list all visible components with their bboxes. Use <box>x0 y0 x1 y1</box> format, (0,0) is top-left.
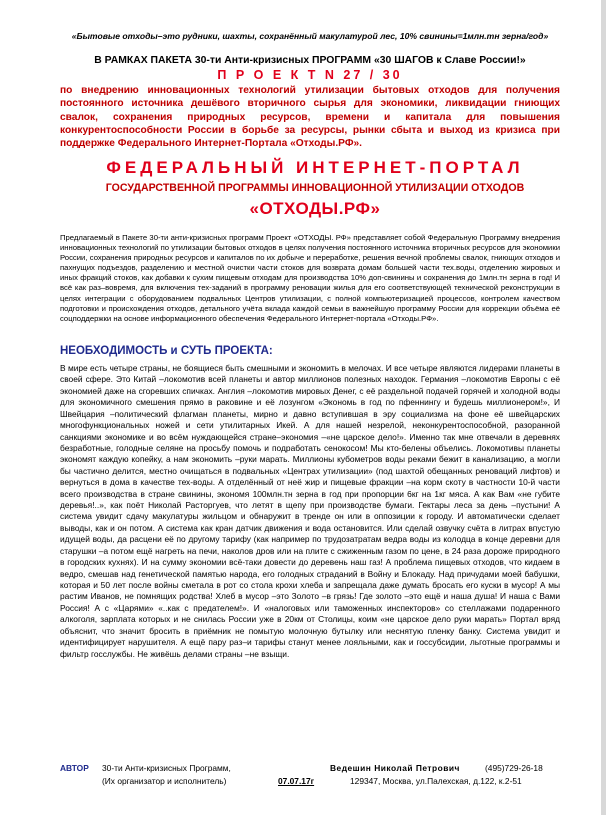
author-role: 30-ти Анти-кризисных Программ, <box>102 763 231 773</box>
project-summary: Предлагаемый в Пакете 30-ти анти-кризисных программ Проект «ОТХОДЫ. РФ» представляет собой Федеральную Программу внедрения инновационных технологий по утилизации бытовых отходов в целях получения постоянного источника вторичных ресурсов для экономики России, сохранения природных ресурсов и капиталов по их добыче и переработке, решения вечной проблемы свалок, гниющих отходов и пахнущих подъездов, разделению и местной очистки части стоков для возврата домам большей части тех.воды, отделению жировых и иных фракций стоков, как добавки к сухим пищевым отходам для производства 10% доп-свинины и сохранения до 1млн.тн зерна в год! И всё как раз–вовремя, для включения тех-заданий в программу реновации жилья для его соответствующей технической реконструкции в целях интеграции с оборудованием подвальных Центров утилизации, с полной компьютеризацией процессов, контролем качеством подготовки и происхождения отходов, детального учёта вклада каждой семьи в важнейшую программу России для коррекции объёма её соцподдержки на основе информационного обеспечения Федерального Интернет-портала «Отходы.РФ». <box>60 233 560 323</box>
portal-subtitle: ГОСУДАРСТВЕННОЙ ПРОГРАММЫ ИННОВАЦИОННОЙ УТИЛИЗАЦИИ ОТХОДОВ <box>105 182 525 194</box>
document-date: 07.07.17г <box>278 776 315 786</box>
section-heading: НЕОБХОДИМОСТЬ и СУТЬ ПРОЕКТА: <box>60 345 273 357</box>
author-address: 129347, Москва, ул.Палехская, д.122, к.2-51 <box>350 776 522 786</box>
author-label: АВТОР <box>60 763 89 773</box>
epigraph: «Бытовые отходы–это рудники, шахты, сохранённый макулатурой лес, 10% свинины=1млн.тн зерна/год» <box>71 31 549 41</box>
author-note: (Их организатор и исполнитель) <box>102 776 227 786</box>
portal-title: ФЕДЕРАЛЬНЫЙ ИНТЕРНЕТ-ПОРТАЛ <box>106 158 524 177</box>
project-intro: по внедрению инновационных технологий утилизации бытовых отходов для получения постоянного источника дешёвого вторичного сырья для экономики, ликвидации гниющих свалок, сохранения природных ресурсов, времени и капитала для повышения конкурентоспособности России в борьбе за ресурсы, рынки сбыта и выход из кризиса при поддержке Федерального Интернет-Портала «Отходы.РФ». <box>60 85 560 150</box>
project-number: П Р О Е К Т N 27 / 30 <box>217 68 403 82</box>
section-body: В мире есть четыре страны, не боящиеся быть смешными и экономить в мелочах. И все четыре являются лидерами планеты в своей сфере. Это Китай –локомотив всей планеты и автор миллионов полезных находок. Германия –локомотив Европы с её экономией даже на сгоревших спичках. Англия –локомотив мировых Денег, с её раздельной подачей горячей и холодной воды для экономичного смешения прямо в раковине и её лозунгом «Экономь в год по пфеннингу и будешь миллионером!», И Швейцария –политический флагман планеты, мирно и давно вступившая в эру социализма на фоне её швейцарских многофункциональных ножей и сети утилитарных Икей. А для нашей незрелой, неконкурентоспособной, разоранной санкциями экономике и во всём нуждающейся стране–экономия –«не царское дело!». Именно так мне отвечали в деревнях безработные, голодные селяне на просьбу помочь и подработать сенокосом! Мы кто-белены объелись. Локомотивы планеты экономят каждую копейку, а нам экономить –руки марать. Миллионы кубометров воды реками бежит в канализацию, а могли бы частично делится, местно очищаться в подвальных «Центрах утилизации» (под шахтой обещанных реноваций лифтов) и вернуться в дома в качестве тех-воды. А отделённый от неё жир и пищевые фракции –на корм скоту в частности 10-й части всего производства в стране свинины, экономя 100млн.тн зерна в год при пропорции 6кг на 1кг мяса. А как Вам «не губите деревья!..», как поёт Николай Расторгуев, что летят в щепу при производстве бумаги. Гектары леса за день –пустыни! А система увидит сдачу макулатуры жильцом и обнаружит в тренде он или в оппозиции к городу. И автоматически сделает выводы, как и он потом. А система как кран датчик движения и вода остановится. Или сделай озвучку счёта в литрах впустую идущей воды, да расцени её по другому тарифу (как например по трудозатратам ведра воды из колодца в конце деревни для старушки –а потом ещё нагреть на печи, наколов дров или на плите с сжиженным газом по цене, в 24 раза дороже природного в городских кухнях). И на сумму экономии всё-таки довести до деревень наш газ! А проблема пищевых отходов, что кидаем в ведро, смешав над генетической памятью народа, его голодных страданий в Войну и Блокаду. Над причудами моей бабушки, которая и 50 лет после войны сметала в рот со стола крохи хлеба и запрещала даже думать бросать его куски в мусор! А мы растим Иванов, не помнящих родства! Хлеб в мусор –это Золото –в грязь! Где золото –это ещё и наша душа! И наша с Вами Россия! А с «Царями» «..как с предателем!». И «налоговых или таможенных инспекторов» со стеллажами подаренного алкоголя, зарплата которых и не снилась России уже в 20км от Столицы, коим «не царское дело руки марать» Портал вряд объяснит, что значит бросить в приёмник не помытую молочную бутылку или неснятую пленку банку. Система увидит и идентифицирует нарушителя. А ещё пару раз–и тарифы станут менее лояльными, как и госсубсидии, льготные программы и фильтр госслужбы. Не живёшь делами страны –не взыщи. <box>60 363 560 659</box>
package-line: В РАМКАХ ПАКЕТА 30-ти Анти-кризисных ПРОГРАММ «30 ШАГОВ к Славе России!» <box>94 55 526 66</box>
portal-name: «ОТХОДЫ.РФ» <box>249 199 381 218</box>
page-left-margin <box>0 0 30 815</box>
page-shadow <box>601 0 606 815</box>
author-phone: (495)729-26-18 <box>485 763 543 773</box>
author-name: Ведешин Николай Петрович <box>330 763 460 773</box>
